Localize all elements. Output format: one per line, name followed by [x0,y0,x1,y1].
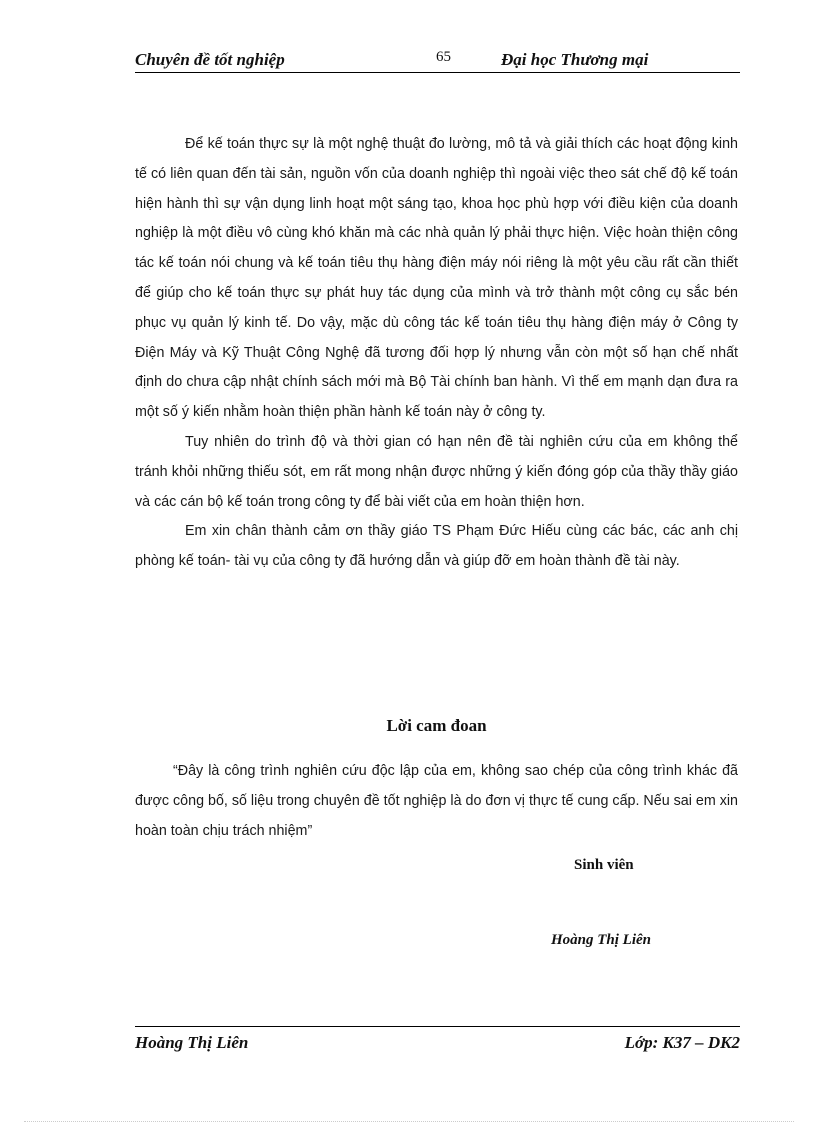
page-footer [135,1026,740,1057]
pledge-text: “Đây là công trình nghiên cứu độc lập của em, không sao chép của công trình khác đã được công bố, số liệu trong chuyên đề tốt nghiệp là do đơn vị thực tế cung cấp. Nếu sai em xin hoàn toàn chịu trách nhiệm” [135,763,738,839]
paragraph: Tuy nhiên do trình độ và thời gian có hạn nên đề tài nghiên cứu của em không thể tránh khỏi những thiếu sót, em rất mong nhận được những ý kiến đóng góp của thầy thầy giáo và các cán bộ kế toán trong công ty để bài viết của em hoàn thiện hơn. [135,433,738,510]
paragraph: Em xin chân thành cảm ơn thầy giáo TS Phạm Đức Hiếu cùng các bác, các anh chị phòng kế toán- tài vụ của công ty đã hướng dẫn và giúp đỡ em hoàn thành đề tài này. [135,523,738,570]
pledge-body [135,757,738,846]
page-edge-divider [24,1121,794,1122]
header-thesis-title: Chuyên đề tốt nghiệp [135,50,285,69]
paragraph: Để kế toán thực sự là một nghệ thuật đo lường, mô tả và giải thích các hoạt động kinh tế có liên quan đến tài sản, nguồn vốn của doanh nghiệp thì ngoài việc theo sát chế độ kế toán hiện hành thì sự vận dụng linh hoạt một sáng tạo, khoa học phù hợp với điều kiện của doanh nghiệp là một điều vô cùng khó khăn mà các nhà quản lý phải thực hiện. Việc hoàn thiện công tác kế toán nói chung và kế toán tiêu thụ hàng điện máy nói riêng là một yêu cầu rất cần thiết để giúp cho kế toán thực sự phát huy tác dụng của mình và trở thành một công cụ sắc bén phục vụ quản lý kinh tế. Do vậy, mặc dù công tác kế toán tiêu thụ hàng điện máy ở Công ty Điện Máy và Kỹ Thuật Công Nghệ đã tương đối hợp lý nhưng vẫn còn một số hạn chế nhất định do chưa cập nhật chính sách mới mà Bộ Tài chính ban hành. Vì thế em mạnh dạn đưa ra một số ý kiến nhằm hoàn thiện phần hành kế toán này ở công ty. [135,136,738,421]
conclusion-body [135,130,738,577]
footer-author: Hoàng Thị Liên [135,1033,249,1052]
signature-role: Sinh viên [574,857,634,873]
signature-name: Hoàng Thị Liên [551,932,652,948]
header-university: Đại học Thương mại [501,50,649,69]
footer-class: Lớp: K37 – DK2 [624,1033,740,1052]
page-header [135,48,740,73]
page-number: 65 [436,49,451,65]
pledge-title: Lời cam đoan [386,716,487,735]
